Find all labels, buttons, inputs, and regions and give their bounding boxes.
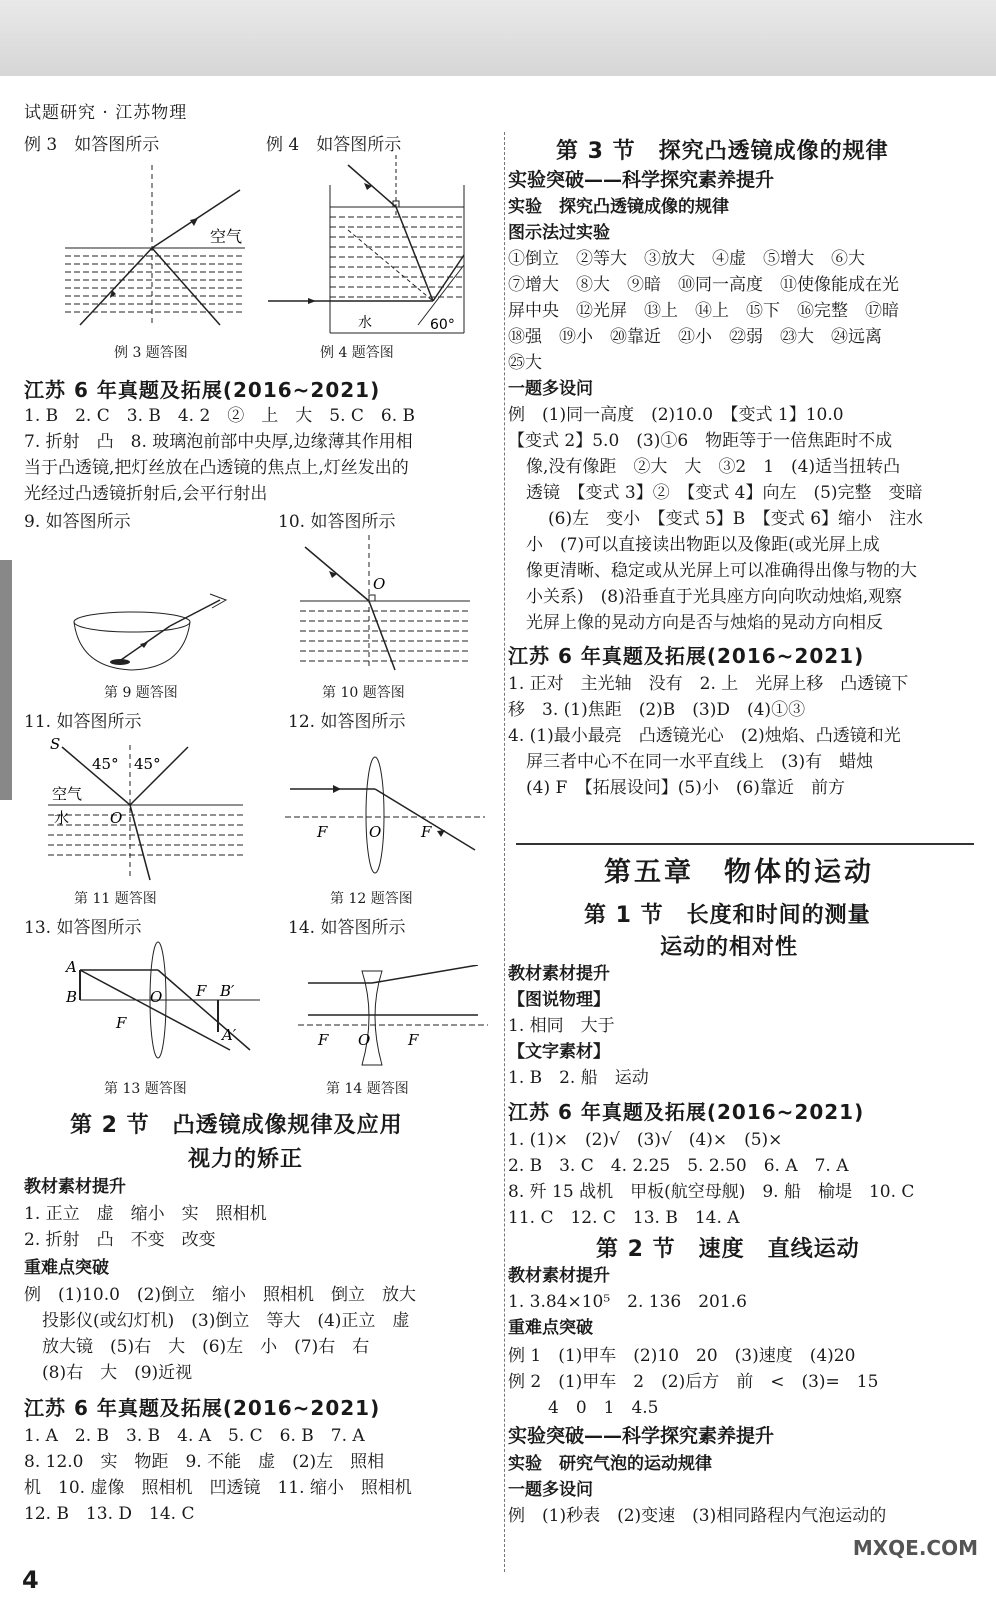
air-label: 空气 <box>210 227 243 246</box>
svg-text:F: F <box>408 1031 419 1049</box>
caption-q11: 第 11 题答图 <box>74 891 157 907</box>
column-divider <box>504 132 505 1572</box>
ex4-label: 例 4 如答图所示 <box>266 135 402 155</box>
q11-label: 11. 如答图所示 <box>24 712 142 732</box>
caption-q12: 第 12 题答图 <box>330 891 413 907</box>
figure-q10 <box>295 535 475 675</box>
js2-line-4: 12. B 13. D 14. C <box>24 1504 195 1524</box>
ans-line-4: 光经过凸透镜折射后,会平行射出 <box>24 484 268 504</box>
svg-text:F: F <box>318 1031 329 1049</box>
ans-line-1: 1. B 2. C 3. B 4. 2 ② 上 大 5. C 6. B <box>24 406 416 426</box>
n-line-2: 例 2 (1)甲车 2 (2)后方 前 < (3)= 15 <box>508 1372 879 1392</box>
figure-ex4 <box>268 155 478 340</box>
j-line-2: 移 3. (1)焦距 (2)B (3)D (4)①③ <box>508 700 806 720</box>
t-line-1: ①倒立 ②等大 ③放大 ④虚 ⑤增大 ⑥大 <box>508 249 865 269</box>
e-line-5: (6)左 变小 【变式 5】B 【变式 6】缩小 注水 <box>548 509 924 529</box>
jc-title-left: 教材素材提升 <box>24 1177 126 1197</box>
running-head: 试题研究 · 江苏物理 <box>24 103 188 123</box>
js-title-3: 江苏 6 年真题及拓展(2016~2021) <box>508 644 865 668</box>
e-line-6: 小 (7)可以直接读出物距以及像距(或光屏上成 <box>526 535 880 555</box>
svg-text:S: S <box>50 735 61 753</box>
wzsc-title: 【文字素材】 <box>508 1042 610 1062</box>
js2-line-2: 8. 12.0 实 物距 9. 不能 虚 (2)左 照相 <box>24 1452 385 1472</box>
section2-title-line1: 第 2 节 凸透镜成像规律及应用 <box>70 1113 403 1138</box>
chapter5-title: 第五章 物体的运动 <box>604 857 874 888</box>
znd-line-1: 例 (1)10.0 (2)倒立 缩小 照相机 倒立 放大 <box>24 1285 417 1305</box>
caption-q9: 第 9 题答图 <box>104 685 178 701</box>
n-line-1: 例 1 (1)甲车 (2)10 20 (3)速度 (4)20 <box>508 1346 856 1366</box>
znd-line-3: 放大镜 (5)右 大 (6)左 小 (7)右 右 <box>42 1337 370 1357</box>
watermark: MXQE.COM <box>852 1536 978 1560</box>
k-line-2: 2. B 3. C 4. 2.25 5. 2.50 6. A 7. A <box>508 1156 849 1176</box>
sy-title: 实验突破——科学探究素养提升 <box>508 169 775 191</box>
figure-q9 <box>70 590 240 680</box>
svg-text:O: O <box>369 823 382 841</box>
t-line-4: ⑱强 ⑲小 ⑳靠近 ㉑小 ㉒弱 ㉓大 ㉔远离 <box>508 327 882 347</box>
js-title-4: 江苏 6 年真题及拓展(2016~2021) <box>508 1100 865 1124</box>
angle-60-label: 60° <box>430 317 455 333</box>
chapter-divider <box>516 843 974 845</box>
m-line-1: 1. 3.84×10⁵ 2. 136 201.6 <box>508 1292 747 1312</box>
svg-text:O: O <box>150 988 163 1006</box>
svg-text:B: B <box>66 988 78 1006</box>
sy2-title: 实验突破——科学探究素养提升 <box>508 1425 775 1447</box>
q13-label: 13. 如答图所示 <box>24 918 142 938</box>
ytdsw-title: 一题多设问 <box>508 379 593 399</box>
sy2-name: 实验 研究气泡的运动规律 <box>508 1454 712 1474</box>
j-line-1: 1. 正对 主光轴 没有 2. 上 光屏上移 凸透镜下 <box>508 674 909 694</box>
svg-text:空气: 空气 <box>52 785 83 803</box>
svg-text:F: F <box>317 823 328 841</box>
e-line-2: 【变式 2】5.0 (3)①6 物距等于一倍焦距时不成 <box>508 431 893 451</box>
figure-q11 <box>48 735 248 885</box>
svg-text:A′: A′ <box>222 1026 237 1044</box>
jc2-title-right: 教材素材提升 <box>508 1266 610 1286</box>
side-tab <box>0 560 12 800</box>
section2-title-line2: 视力的矫正 <box>188 1147 304 1172</box>
j-line-3: 4. (1)最小最亮 凸透镜光心 (2)烛焰、凸透镜和光 <box>508 726 901 746</box>
wzsc-line-1: 1. B 2. 船 运动 <box>508 1068 649 1088</box>
last-line: 例 (1)秒表 (2)变速 (3)相同路程内气泡运动的 <box>508 1506 887 1526</box>
caption-q10: 第 10 题答图 <box>322 685 405 701</box>
ytdsw2-title: 一题多设问 <box>508 1480 593 1500</box>
svg-text:B′: B′ <box>220 982 235 1000</box>
jc-title-right: 教材素材提升 <box>508 964 610 984</box>
page-number: 4 <box>22 1566 39 1594</box>
section3-title: 第 3 节 探究凸透镜成像的规律 <box>556 139 889 164</box>
svg-text:45°: 45° <box>92 755 119 773</box>
js2-line-3: 机 10. 虚像 照相机 凹透镜 11. 缩小 照相机 <box>24 1478 412 1498</box>
figure-q12 <box>285 755 485 875</box>
n-line-3: 4 0 1 4.5 <box>548 1398 659 1418</box>
figure-q14 <box>298 965 488 1075</box>
figure-q13 <box>60 940 260 1070</box>
e-line-7: 像更清晰、稳定或从光屏上可以准确得出像与物的大 <box>526 561 917 581</box>
k-line-3: 8. 歼 15 战机 甲板(航空母舰) 9. 船 榆堤 10. C <box>508 1182 915 1202</box>
figure-ex3 <box>60 160 250 335</box>
k-line-1: 1. (1)× (2)√ (3)√ (4)× (5)× <box>508 1130 783 1150</box>
k-line-4: 11. C 12. C 13. B 14. A <box>508 1208 740 1228</box>
e-line-1: 例 (1)同一高度 (2)10.0 【变式 1】10.0 <box>508 405 844 425</box>
t-line-3: 屏中央 ⑫光屏 ⑬上 ⑭上 ⑮下 ⑯完整 ⑰暗 <box>508 301 899 321</box>
svg-text:F: F <box>116 1014 127 1032</box>
sy-name: 实验 探究凸透镜成像的规律 <box>508 197 729 217</box>
jc-line-2: 2. 折射 凸 不变 改变 <box>24 1230 216 1250</box>
svg-text:水: 水 <box>54 809 70 827</box>
ans-line-3: 当于凸透镜,把灯丝放在凸透镜的焦点上,灯丝发出的 <box>24 458 409 478</box>
caption-ex4: 例 4 题答图 <box>320 345 394 361</box>
t-line-2: ⑦增大 ⑧大 ⑨暗 ⑩同一高度 ⑪使像能成在光 <box>508 275 899 295</box>
znd-title-right: 重难点突破 <box>508 1318 593 1338</box>
ex3-label: 例 3 如答图所示 <box>24 135 160 155</box>
svg-text:45°: 45° <box>134 755 161 773</box>
q14-label: 14. 如答图所示 <box>288 918 406 938</box>
svg-text:O: O <box>358 1031 371 1049</box>
ans-line-2: 7. 折射 凸 8. 玻璃泡前部中央厚,边缘薄其作用相 <box>24 432 413 452</box>
caption-ex3: 例 3 题答图 <box>114 345 188 361</box>
q12-label: 12. 如答图所示 <box>288 712 406 732</box>
js-title-1: 江苏 6 年真题及拓展(2016~2021) <box>24 378 381 402</box>
znd-title-left: 重难点突破 <box>24 1258 109 1278</box>
e-line-4: 透镜 【变式 3】② 【变式 4】向左 (5)完整 变暗 <box>526 483 923 503</box>
tswl-line-1: 1. 相同 大于 <box>508 1016 615 1036</box>
e-line-3: 像,没有像距 ②大 大 ③2 1 (4)适当扭转凸 <box>526 457 901 477</box>
svg-text:F: F <box>196 982 207 1000</box>
top-band <box>0 0 996 76</box>
jc-line-1: 1. 正立 虚 缩小 实 照相机 <box>24 1204 267 1224</box>
caption-q14: 第 14 题答图 <box>326 1081 409 1097</box>
s2-title: 第 2 节 速度 直线运动 <box>596 1237 860 1262</box>
svg-text:O: O <box>373 575 386 593</box>
js-title-2: 江苏 6 年真题及拓展(2016~2021) <box>24 1396 381 1420</box>
t-line-5: ㉕大 <box>508 353 542 373</box>
q10-label: 10. 如答图所示 <box>278 512 396 532</box>
e-line-9: 光屏上像的晃动方向是否与烛焰的晃动方向相反 <box>526 613 883 633</box>
q9-label: 9. 如答图所示 <box>24 512 131 532</box>
js2-line-1: 1. A 2. B 3. B 4. A 5. C 6. B 7. A <box>24 1426 365 1446</box>
tswl-title: 【图说物理】 <box>508 990 610 1010</box>
tsf-title: 图示法过实验 <box>508 223 610 243</box>
znd-line-2: 投影仪(或幻灯机) (3)倒立 等大 (4)正立 虚 <box>42 1311 410 1331</box>
svg-text:O: O <box>110 809 123 827</box>
s1-title-line1: 第 1 节 长度和时间的测量 <box>584 903 871 928</box>
j-line-4: 屏三者中心不在同一水平直线上 (3)有 蜡烛 <box>526 752 874 772</box>
svg-text:F: F <box>421 823 432 841</box>
svg-text:A: A <box>66 958 77 976</box>
s1-title-line2: 运动的相对性 <box>660 935 799 960</box>
caption-q13: 第 13 题答图 <box>104 1081 187 1097</box>
j-line-5: (4) F 【拓展设问】(5)小 (6)靠近 前方 <box>526 778 845 798</box>
water-label: 水 <box>358 315 372 331</box>
e-line-8: 小关系) (8)沿垂直于光具座方向向吹动烛焰,观察 <box>526 587 903 607</box>
znd-line-4: (8)右 大 (9)近视 <box>42 1363 193 1383</box>
